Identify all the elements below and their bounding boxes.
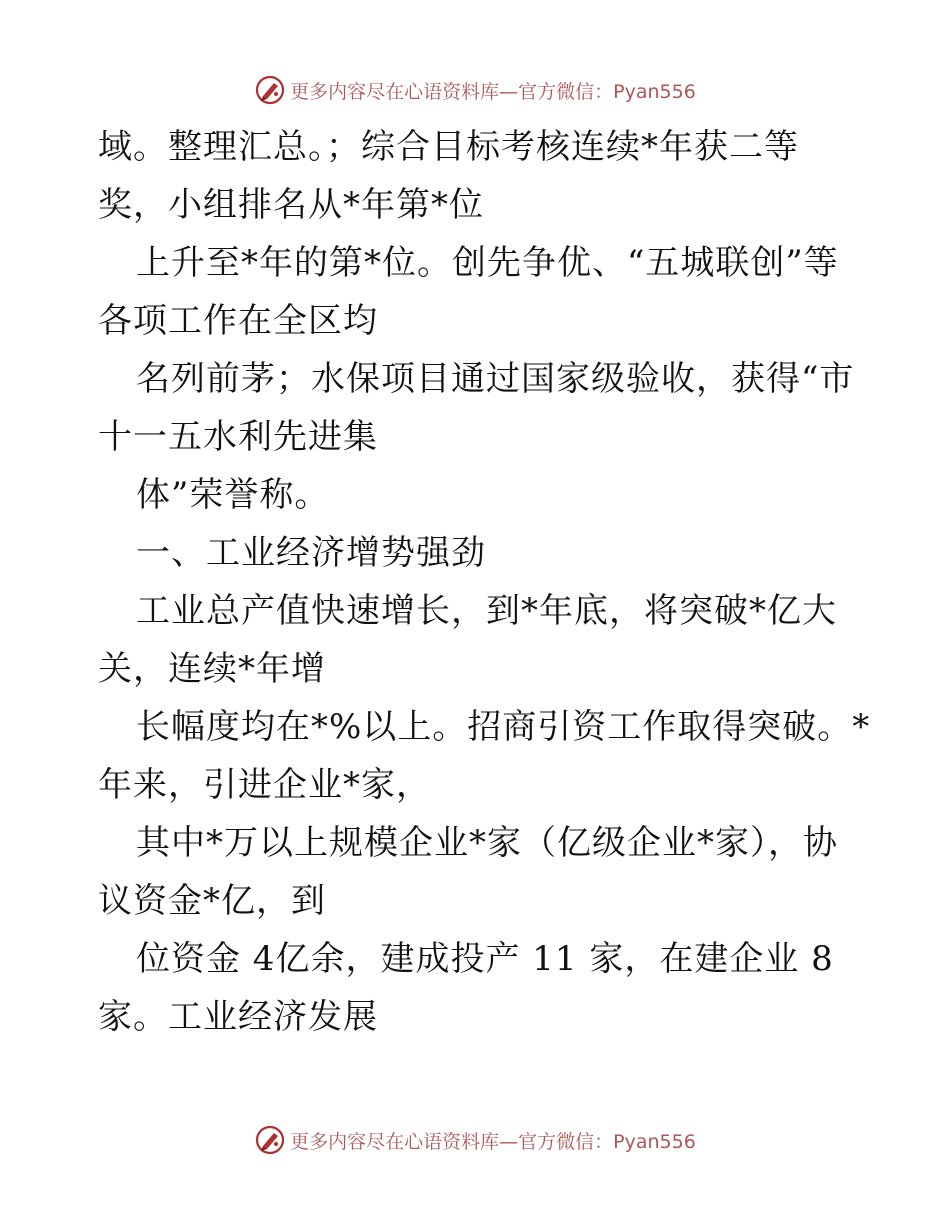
text-line: 上升至*年的第*位。创先争优、“五城联创”等 [136,243,839,283]
text-line: 体”荣誉称。 [136,475,330,515]
header-banner [0,68,950,112]
text-line: 各项工作在全区均 [98,301,378,341]
footer-banner-text: 更多内容尽在心语资料库—官方微信：Pyan556 [290,1130,696,1153]
text-line: 年来，引进企业*家， [98,765,431,805]
section-heading: 一、工业经济增势强劲 [136,533,486,573]
text-line: 十一五水利先进集 [98,417,378,457]
text-line: 域。整理汇总。；综合目标考核连续*年获二等 [98,127,799,167]
text-line: 家。工业经济发展 [98,997,378,1037]
text-line: 其中*万以上规模企业*家（亿级企业*家），协 [136,823,838,863]
document-body [98,118,871,1046]
text-line: 关，连续*年增 [98,649,326,689]
header-banner-text: 更多内容尽在心语资料库—官方微信：Pyan556 [290,80,696,103]
pen-logo-icon [254,74,286,106]
text-line: 议资金*亿，到 [98,881,326,921]
footer-banner [0,1118,950,1162]
text-line: 名列前茅；水保项目通过国家级验收，获得“市 [136,359,855,399]
text-line: 奖，小组排名从*年第*位 [98,185,484,225]
pen-logo-icon [254,1124,286,1156]
text-line: 位资金 4亿余，建成投产 11 家，在建企业 8 [136,939,834,979]
text-line: 长幅度均在*%以上。招商引资工作取得突破。* [136,707,871,747]
text-line: 工业总产值快速增长，到*年底，将突破*亿大 [136,591,837,631]
